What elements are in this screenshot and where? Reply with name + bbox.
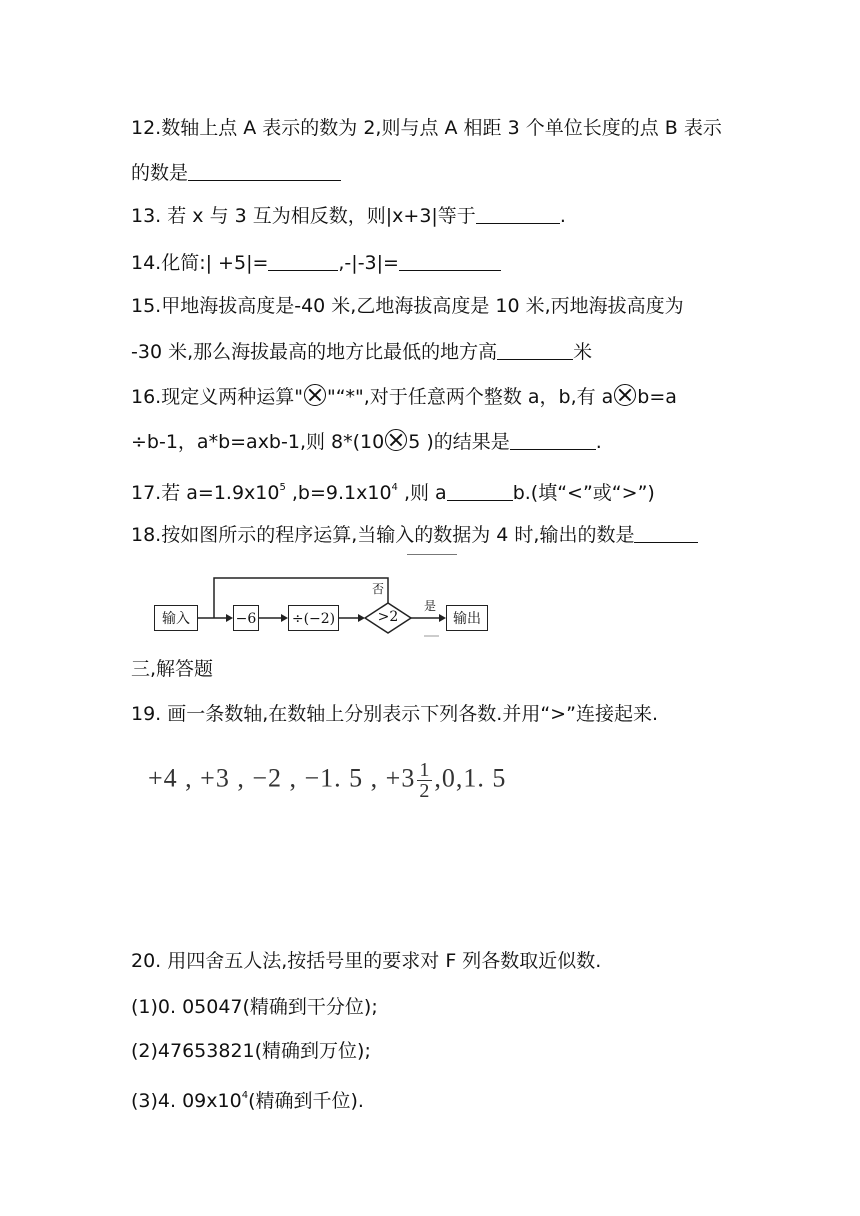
q19-numbers xyxy=(148,760,506,801)
flowchart-output-box: 输出 xyxy=(446,605,488,631)
q12-answer-blank[interactable] xyxy=(188,160,341,181)
q16-line1 xyxy=(131,384,677,409)
q19: 19. 画一条数轴,在数轴上分别表示下列各数.并用“>”连接起来. xyxy=(131,703,658,725)
q13-text: 13. 若 x 与 3 互为相反数，则|x+3|等于 xyxy=(131,205,476,227)
q15-line1: 15.甲地海拔高度是-40 米,乙地海拔高度是 10 米,丙地海拔高度为 xyxy=(131,295,684,317)
flowchart-input-box: 输入 xyxy=(154,605,198,631)
q18 xyxy=(131,522,698,547)
fraction-one-half xyxy=(417,760,432,801)
circled-times-icon xyxy=(614,384,636,406)
q12-text: 的数是 xyxy=(131,162,189,184)
flowchart-yes-label: 是 xyxy=(424,599,437,613)
q15-text: -30 米,那么海拔最高的地方比最低的地方高 xyxy=(131,341,498,363)
q17-text-d: b.(填“<”或“>”) xyxy=(512,482,655,504)
q17-exponent-b: 4 xyxy=(391,482,398,493)
circled-times-icon xyxy=(304,384,326,406)
q16-line2-text-b: 5 )的结果是 xyxy=(408,431,510,453)
q13-answer-blank[interactable] xyxy=(476,203,560,224)
flowchart-divide-box: ÷(−2) xyxy=(288,605,339,631)
q16-answer-blank[interactable] xyxy=(510,429,596,450)
q16-period: . xyxy=(595,431,602,453)
q14-text-b: ,-|-3|= xyxy=(338,252,399,274)
q16-text-b: "“*",对于任意两个整数 a，b,有 a xyxy=(326,386,614,408)
q20-item3-text-a: (3)4. 09x10 xyxy=(131,1090,242,1112)
flowchart xyxy=(150,572,495,640)
q20: 20. 用四舍五人法,按括号里的要求对 F 列各数取近似数. xyxy=(131,950,602,972)
circled-times-icon xyxy=(385,429,407,451)
q16-line2 xyxy=(131,429,602,454)
q17-exponent-a: 5 xyxy=(279,482,286,493)
q20-item3 xyxy=(131,1084,364,1113)
q20-item2: (2)47653821(精确到万位); xyxy=(131,1040,371,1062)
q16-text-a: 16.现定义两种运算" xyxy=(131,386,303,408)
q18-text: 18.按如图所示的程序运算,当输入的数据为 4 时,输出的数是 xyxy=(131,524,635,546)
flowchart-subtract-box: −6 xyxy=(233,605,259,631)
flowchart-condition: >2 xyxy=(377,609,399,625)
q16-text-c: b=a xyxy=(637,386,677,408)
q14 xyxy=(131,250,501,275)
q17-answer-blank[interactable] xyxy=(447,480,513,501)
q17-text-a: 17.若 a=1.9x10 xyxy=(131,482,280,504)
q18-answer-blank[interactable] xyxy=(634,522,698,543)
q14-answer-blank-1[interactable] xyxy=(268,250,338,271)
q20-item3-exponent: 4 xyxy=(241,1090,249,1101)
numbers-after: ,0,1. 5 xyxy=(434,763,507,793)
q17-text-c: ,则 a xyxy=(397,482,447,504)
q18-blank-continuation xyxy=(407,554,457,555)
fraction-numerator: 1 xyxy=(419,759,431,781)
q15-line2 xyxy=(131,339,592,364)
q14-answer-blank-2[interactable] xyxy=(399,250,501,271)
q16-line2-text-a: ÷b-1，a*b=axb-1,则 8*(10 xyxy=(131,431,385,453)
q14-text-a: 14.化简:| +5|= xyxy=(131,252,269,274)
q12-line1: 12.数轴上点 A 表示的数为 2,则与点 A 相距 3 个单位长度的点 B 表示 xyxy=(131,117,722,139)
q20-item3-text-b: (精确到千位). xyxy=(248,1090,364,1112)
q17-text-b: ,b=9.1x10 xyxy=(285,482,392,504)
numbers-before: +4 , +3 , −2 , −1. 5 , +3 xyxy=(148,763,416,793)
q20-item1: (1)0. 05047(精确到干分位); xyxy=(131,996,378,1018)
fraction-denominator: 2 xyxy=(419,780,431,802)
q13-period: . xyxy=(559,205,566,227)
q15-unit: 米 xyxy=(573,341,593,363)
section-heading: 三,解答题 xyxy=(131,658,214,680)
q13 xyxy=(131,203,566,228)
flowchart-no-label: 否 xyxy=(372,582,385,596)
q17 xyxy=(131,476,655,505)
q15-answer-blank[interactable] xyxy=(497,339,573,360)
q12-line2 xyxy=(131,160,341,185)
